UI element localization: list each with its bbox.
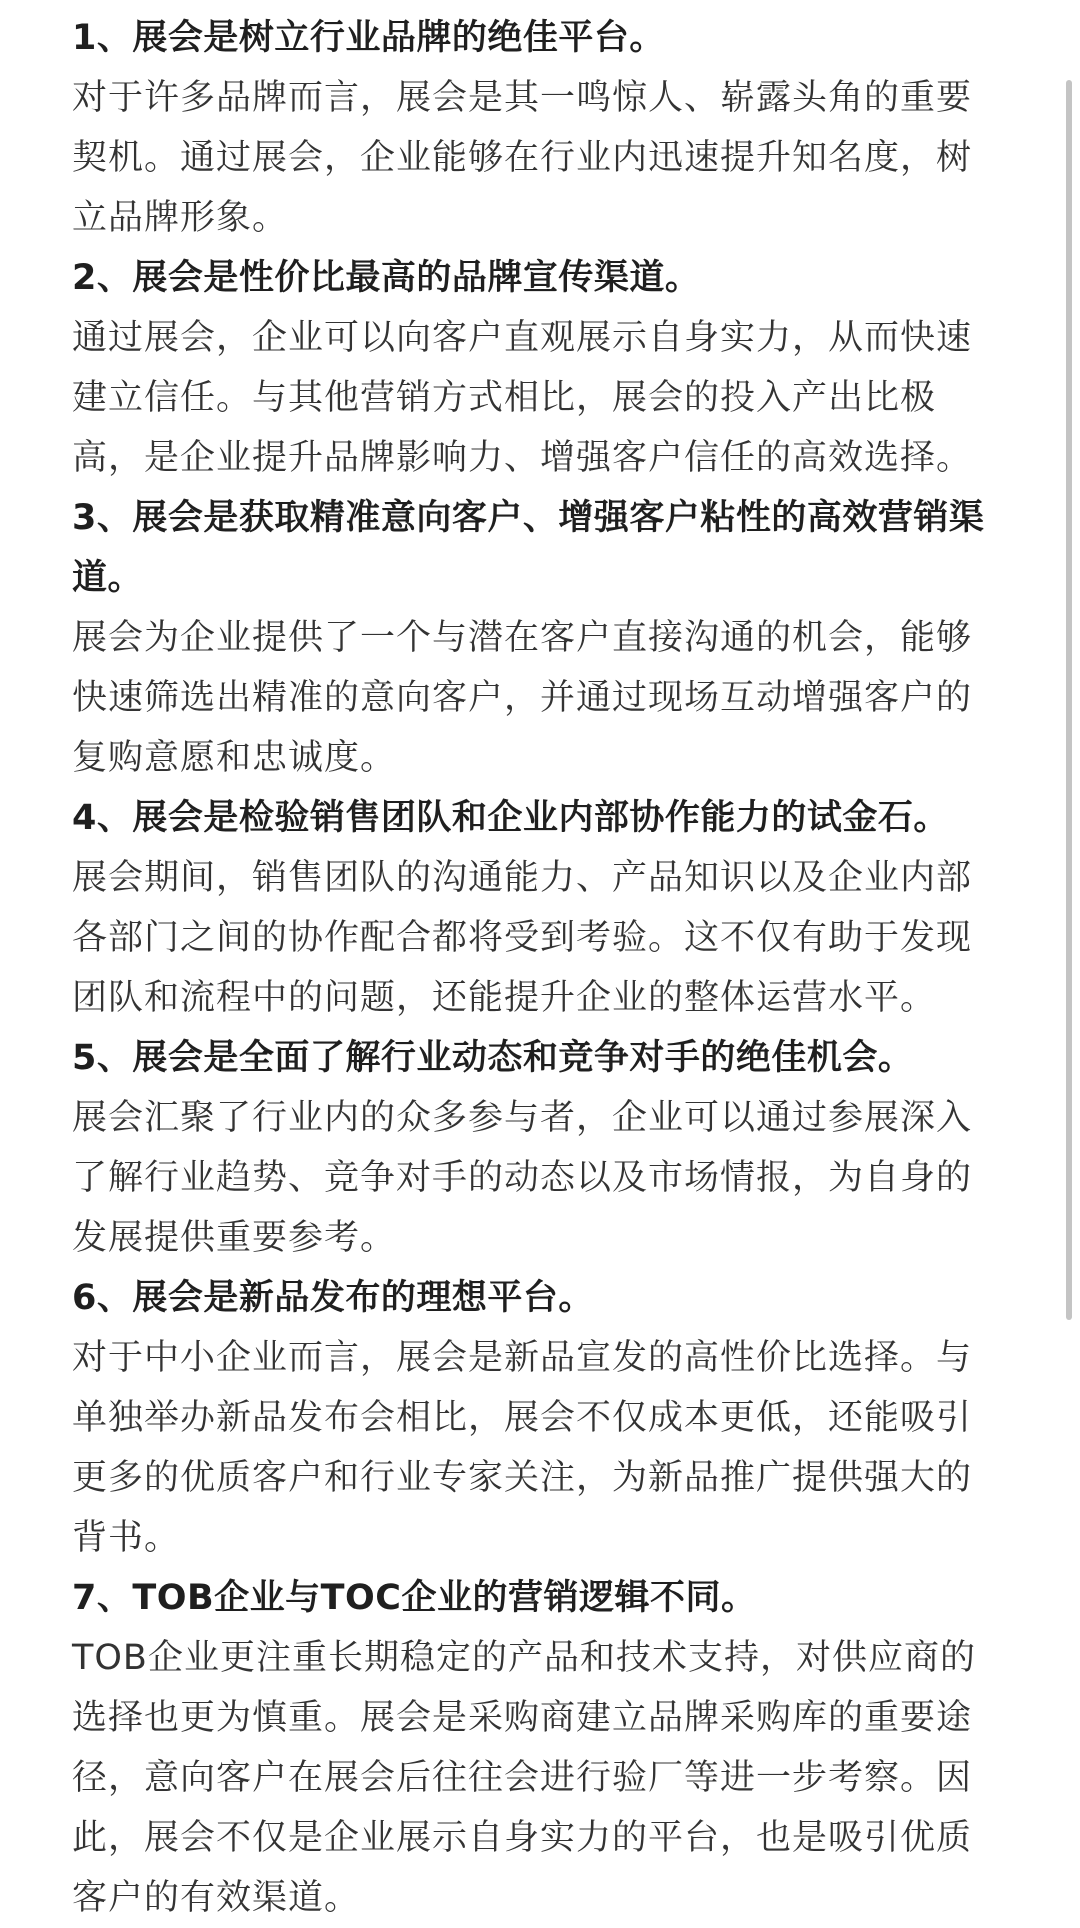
section-3 bbox=[72, 488, 1002, 788]
section-heading: 5、展会是全面了解行业动态和竞争对手的绝佳机会。 bbox=[72, 1038, 914, 1078]
scrollbar[interactable] bbox=[1066, 80, 1072, 1320]
section-7 bbox=[72, 1568, 1002, 1928]
article bbox=[72, 8, 1002, 1928]
section-2 bbox=[72, 248, 1002, 488]
section-heading: 1、展会是树立行业品牌的绝佳平台。 bbox=[72, 18, 665, 58]
section-4 bbox=[72, 788, 1002, 1028]
section-heading: 2、展会是性价比最高的品牌宣传渠道。 bbox=[72, 258, 701, 298]
section-body: 展会汇聚了行业内的众多参与者，企业可以通过参展深入了解行业趋势、竞争对手的动态以及市场情报，为自身的发展提供重要参考。 bbox=[72, 1098, 973, 1258]
section-5 bbox=[72, 1028, 1002, 1268]
section-heading: 4、展会是检验销售团队和企业内部协作能力的试金石。 bbox=[72, 798, 949, 838]
section-heading: 3、展会是获取精准意向客户、增强客户粘性的高效营销渠道。 bbox=[72, 498, 985, 598]
section-body: TOB企业更注重长期稳定的产品和技术支持，对供应商的选择也更为慎重。展会是采购商建立品牌采购库的重要途径，意向客户在展会后往往会进行验厂等进一步考察。因此，展会不仅是企业展示自身实力的平台，也是吸引优质客户的有效渠道。 bbox=[72, 1638, 976, 1918]
section-body: 对于许多品牌而言，展会是其一鸣惊人、崭露头角的重要契机。通过展会，企业能够在行业内迅速提升知名度，树立品牌形象。 bbox=[72, 78, 973, 238]
section-body: 展会为企业提供了一个与潜在客户直接沟通的机会，能够快速筛选出精准的意向客户，并通过现场互动增强客户的复购意愿和忠诚度。 bbox=[72, 618, 973, 778]
section-1 bbox=[72, 8, 1002, 248]
section-6 bbox=[72, 1268, 1002, 1568]
section-heading: 7、TOB企业与TOC企业的营销逻辑不同。 bbox=[72, 1578, 757, 1618]
section-body: 通过展会，企业可以向客户直观展示自身实力，从而快速建立信任。与其他营销方式相比，展会的投入产出比极高，是企业提升品牌影响力、增强客户信任的高效选择。 bbox=[72, 318, 973, 478]
section-body: 展会期间，销售团队的沟通能力、产品知识以及企业内部各部门之间的协作配合都将受到考验。这不仅有助于发现团队和流程中的问题，还能提升企业的整体运营水平。 bbox=[72, 858, 973, 1018]
section-heading: 6、展会是新品发布的理想平台。 bbox=[72, 1278, 594, 1318]
section-body: 对于中小企业而言，展会是新品宣发的高性价比选择。与单独举办新品发布会相比，展会不仅成本更低，还能吸引更多的优质客户和行业专家关注，为新品推广提供强大的背书。 bbox=[72, 1338, 973, 1558]
